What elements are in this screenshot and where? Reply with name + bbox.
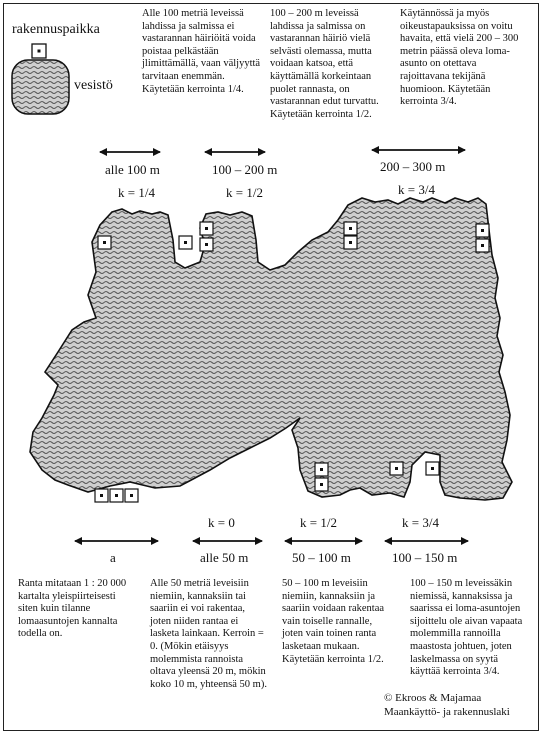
note-top-1: Alle 100 metriä leveissä lahdissa ja salmissa ei vastarannan häiriöitä voida poistaa pelkästään jlimittämällä, vaan väljyyttä tarvitaan enemmän. Käytetään kerrointa 1/4. bbox=[142, 8, 261, 95]
bottom-coefficient-1: k = 0 bbox=[208, 515, 235, 530]
legend-building-site-symbol bbox=[32, 44, 46, 58]
top-width-label-3: 200 – 300 m bbox=[380, 159, 446, 174]
bottom-width-label-4: 100 – 150 m bbox=[392, 550, 458, 565]
top-width-label-1: alle 100 m bbox=[105, 162, 160, 177]
legend-water-symbol bbox=[12, 60, 69, 114]
bottom-width-label-3: 50 – 100 m bbox=[292, 550, 351, 565]
note-top-3: Käytännössä ja myös oikeustapauksissa on voitu havaita, että vielä 200 – 300 metrin päässä oleva loma-asunto on otettava rajoittavana tekijänä huomioon. Käytetään kerrointa 3/4. bbox=[400, 8, 519, 108]
legend-building-site-label: rakennuspaikka bbox=[12, 22, 100, 37]
note-bottom-3: 50 – 100 m leveisiin niemiin, kannaksiin ja saariin voidaan rakentaa vain toiselle rannalle, joten vain toinen ranta lasketaan mukaan. Käytetään kerrointa 1/2. bbox=[282, 578, 385, 665]
note-bottom-2: Alle 50 metriä leveisiin niemiin, kannaksiin tai saariin ei voi rakentaa, joten niiden rantaa ei lasketa lainkaan. Kerroin = 0. (Mökin etäisyys molemmista rannoista oltava yleensä 20 m, mökin koko 10 m, yhteensä 50 m). bbox=[150, 578, 267, 690]
top-width-arrows bbox=[100, 150, 465, 152]
bottom-coefficient-3: k = 3/4 bbox=[402, 515, 439, 530]
legend-water-label: vesistö bbox=[74, 78, 113, 93]
note-top-2: 100 – 200 m leveissä lahdissa ja salmissa on vastarannan häiriö vielä selvästi olemassa, mutta voidaan katsoa, että käyttämällä korkeintaan puolet rannasta, on vastarannan edut turvattu. Käytetään kerrointa 1/2. bbox=[270, 8, 379, 120]
note-bottom-4: 100 – 150 m leveissäkin niemissä, kannaksissa ja saarissa ei loma-asuntojen sijoittelu ole aivan vapaata molemmilla rannoilla maastosta johtuen, joten laskelmassa on syytä käyttää kerrointa 3/4. bbox=[410, 578, 523, 678]
note-bottom-1: Ranta mitataan 1 : 20 000 kartalta yleispiirteisesti siten kuin tilanne lomaasuntojen kannalta todella on. bbox=[18, 578, 127, 640]
bottom-coefficient-2: k = 1/2 bbox=[300, 515, 337, 530]
top-width-label-2: 100 – 200 m bbox=[212, 162, 278, 177]
top-coefficient-1: k = 1/4 bbox=[118, 185, 155, 200]
copyright-text: © Ekroos & Majamaa bbox=[384, 692, 482, 704]
top-coefficient-3: k = 3/4 bbox=[398, 182, 435, 197]
bottom-width-label-2: alle 50 m bbox=[200, 550, 249, 565]
publication-text: Maankäyttö- ja rakennuslaki bbox=[384, 706, 510, 718]
bottom-width-label-a: a bbox=[110, 550, 116, 565]
top-coefficient-2: k = 1/2 bbox=[226, 185, 263, 200]
